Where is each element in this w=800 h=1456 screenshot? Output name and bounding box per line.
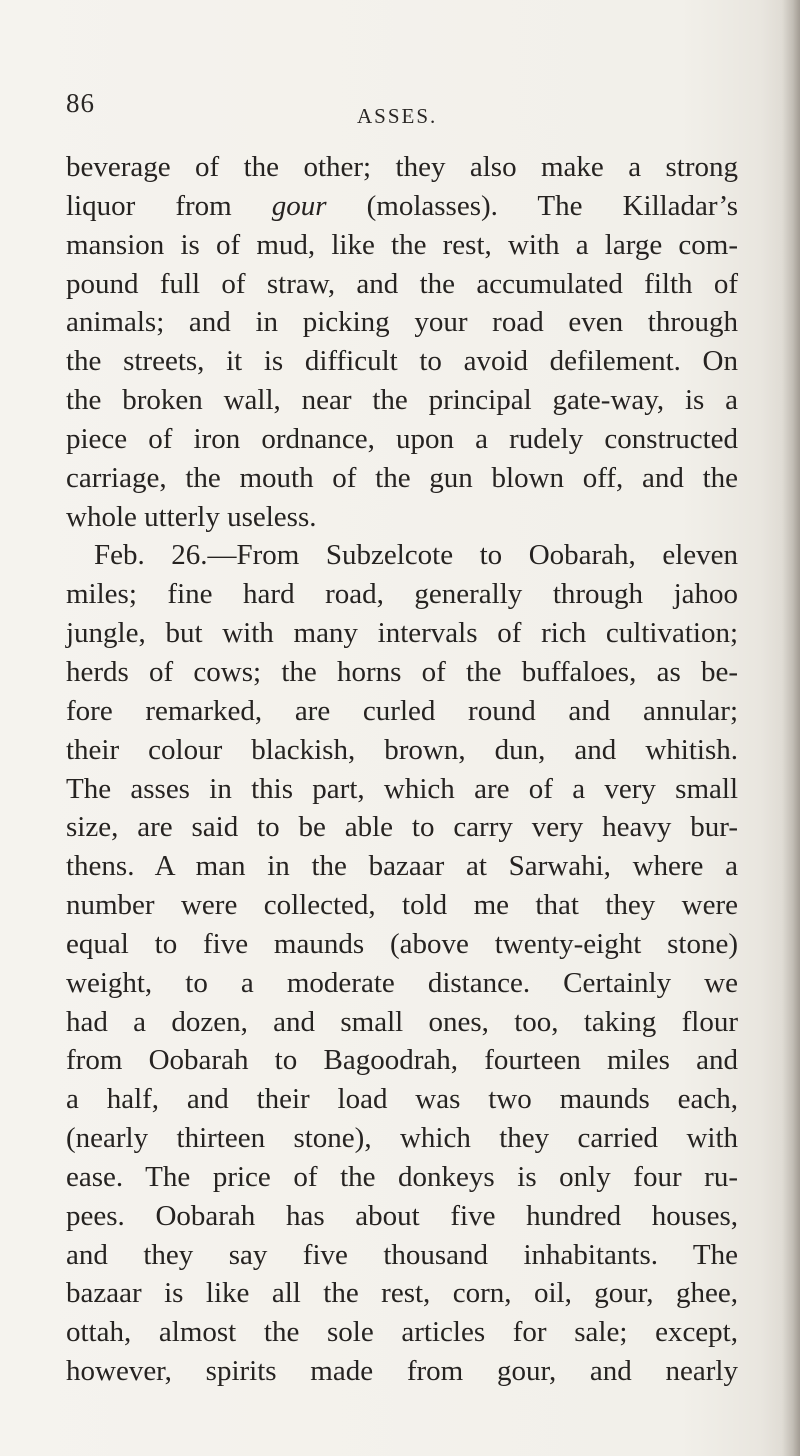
text-line: miles; fine hard road, generally through jahoo (66, 578, 738, 611)
text-line: animals; and in picking your road even through (66, 306, 738, 339)
text-line: pound full of straw, and the accumulated filth of (66, 267, 738, 300)
body-text (66, 148, 738, 1391)
text-line: pees. Oobarah has about five hundred houses, (66, 1199, 738, 1232)
text-line: the broken wall, near the principal gate-way, is a (66, 384, 738, 417)
text-segment: (molasses). The Killadar’s (366, 189, 739, 222)
text-line: a half, and their load was two maunds each, (66, 1083, 738, 1116)
text-line: had a dozen, and small ones, too, taking flour (66, 1005, 738, 1038)
text-segment: liquor from (66, 189, 232, 222)
text-line (66, 187, 738, 226)
text-line: weight, to a moderate distance. Certainly we (66, 966, 738, 999)
running-head: ASSES. (357, 104, 438, 128)
italic-word: gour (271, 189, 327, 222)
text-line: their colour blackish, brown, dun, and whitish. (66, 733, 738, 766)
text-line: The asses in this part, which are of a very small (66, 772, 738, 805)
text-line: fore remarked, are curled round and annular; (66, 694, 738, 727)
text-line: however, spirits made from gour, and nearly (66, 1355, 738, 1388)
text-line: size, are said to be able to carry very heavy bur- (66, 811, 738, 844)
text-line: (nearly thirteen stone), which they carried with (66, 1122, 738, 1155)
text-line: jungle, but with many intervals of rich cultivation; (66, 617, 738, 650)
text-line: carriage, the mouth of the gun blown off, and the (66, 461, 738, 494)
text-line: bazaar is like all the rest, corn, oil, gour, ghee, (66, 1277, 738, 1310)
text-line: herds of cows; the horns of the buffaloes, as be- (66, 655, 738, 688)
text-line: whole utterly useless. (66, 500, 317, 533)
text-line: mansion is of mud, like the rest, with a large com- (66, 228, 738, 261)
text-line: ease. The price of the donkeys is only four ru- (66, 1160, 738, 1193)
text-line: number were collected, told me that they were (66, 889, 738, 922)
text-line: ottah, almost the sole articles for sale; except, (66, 1316, 738, 1349)
page-number: 86 (66, 88, 95, 118)
page-edge-shadow (782, 0, 800, 1456)
text-line: beverage of the other; they also make a strong (66, 151, 738, 183)
text-line: equal to five maunds (above twenty-eight stone) (66, 927, 738, 960)
text-line: piece of iron ordnance, upon a rudely constructed (66, 422, 738, 455)
text-line: the streets, it is difficult to avoid defilement. On (66, 345, 738, 378)
text-line: from Oobarah to Bagoodrah, fourteen miles and (66, 1044, 738, 1077)
text-line: and they say five thousand inhabitants. The (66, 1238, 738, 1271)
text-line: Feb. 26.—From Subzelcote to Oobarah, eleven (94, 539, 738, 572)
text-line: thens. A man in the bazaar at Sarwahi, where a (66, 850, 738, 883)
